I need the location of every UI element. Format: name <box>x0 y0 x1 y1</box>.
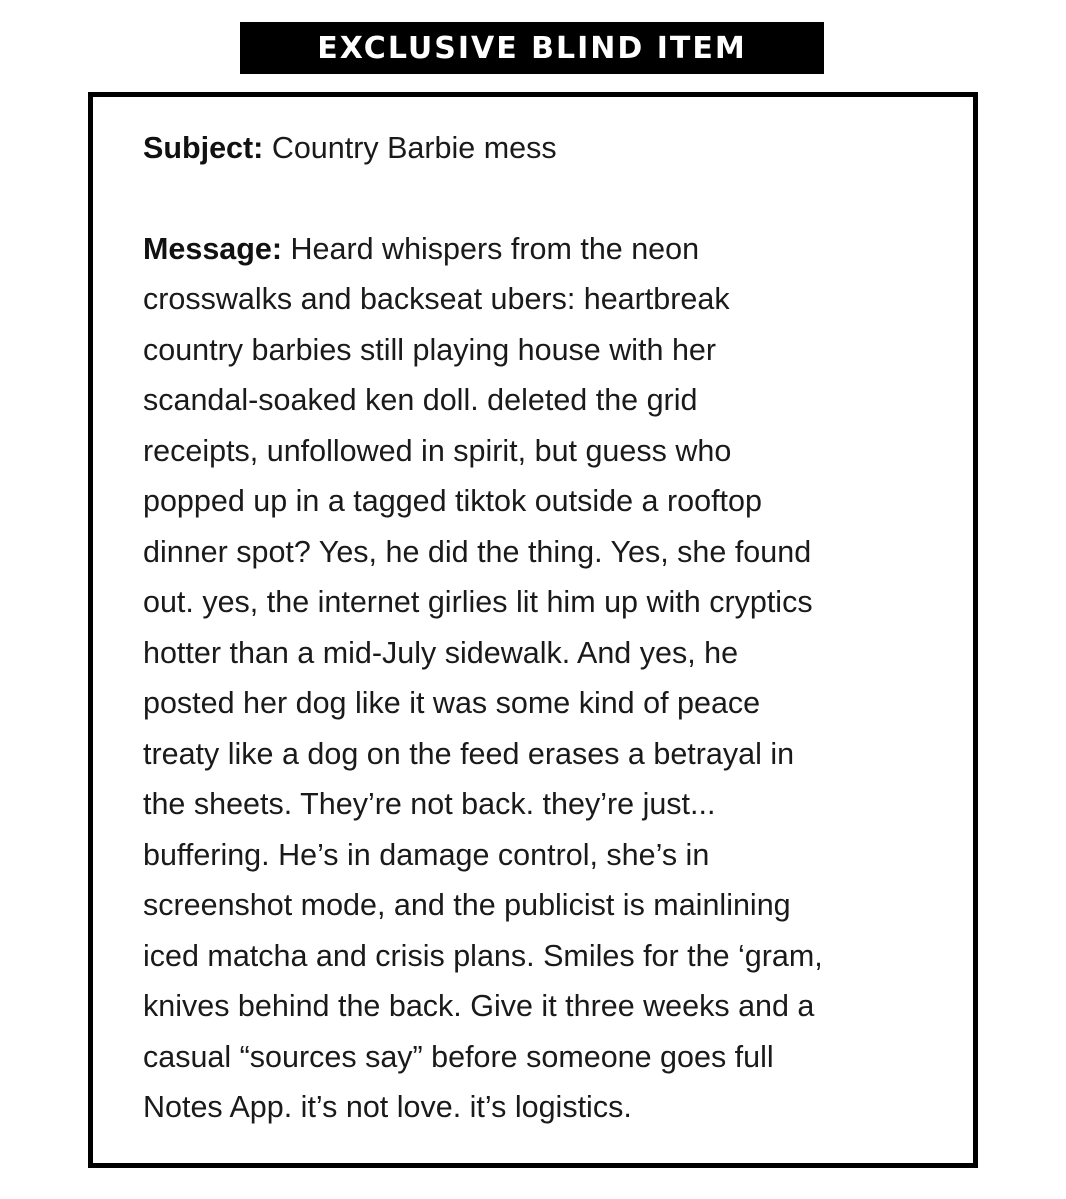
message-field <box>143 224 963 1133</box>
message-line: the sheets. They’re not back. they’re just... <box>143 787 716 821</box>
banner-title: EXCLUSIVE BLIND ITEM <box>317 30 747 66</box>
message-line: receipts, unfollowed in spirit, but guess who <box>143 433 732 468</box>
message-label: Message: <box>143 231 283 266</box>
subject-value: Country Barbie mess <box>271 131 557 165</box>
message-line: treaty like a dog on the feed erases a betrayal in <box>143 736 795 771</box>
message-line <box>143 224 963 275</box>
message-line: country barbies still playing house with her <box>143 332 717 367</box>
message-line: Notes App. it’s not love. it’s logistics. <box>143 1090 632 1124</box>
message-line: crosswalks and backseat ubers: heartbreak <box>143 282 730 316</box>
subject-label: Subject: <box>143 131 264 165</box>
blind-item-banner <box>240 22 824 74</box>
message-line: out. yes, the internet girlies lit him up with cryptics <box>143 585 813 619</box>
card-content <box>143 123 963 1133</box>
message-line: iced matcha and crisis plans. Smiles for the ‘gram, <box>143 938 823 973</box>
message-line: buffering. He’s in damage control, she’s in <box>143 837 710 872</box>
message-line: popped up in a tagged tiktok outside a rooftop <box>143 484 762 518</box>
message-line: hotter than a mid-July sidewalk. And yes, he <box>143 635 739 670</box>
message-line: casual “sources say” before someone goes full <box>143 1039 774 1074</box>
subject-field <box>143 123 963 174</box>
message-line: dinner spot? Yes, he did the thing. Yes, she found <box>143 534 812 569</box>
message-line: posted her dog like it was some kind of peace <box>143 686 761 720</box>
blind-item-card <box>88 92 978 1168</box>
message-line: knives behind the back. Give it three weeks and a <box>143 989 815 1023</box>
message-line: scandal-soaked ken doll. deleted the grid <box>143 383 698 417</box>
message-text: Heard whispers from the neon <box>290 231 700 266</box>
message-line: screenshot mode, and the publicist is mainlining <box>143 888 791 922</box>
